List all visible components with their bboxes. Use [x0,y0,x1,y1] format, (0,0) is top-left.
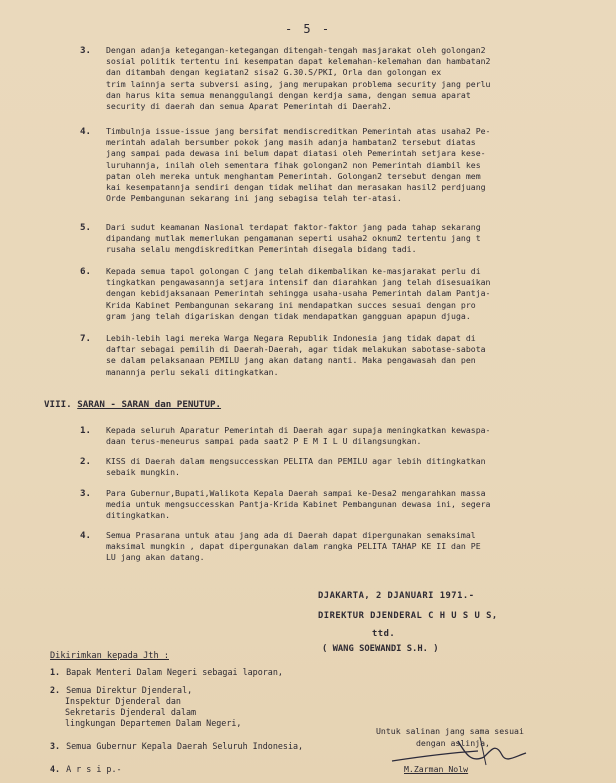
section-title: SARAN - SARAN dan PENUTUP. [77,399,222,410]
list-item [82,488,598,522]
section-heading [44,399,221,410]
list-item [82,222,598,256]
distribution-line: Bapak Menteri Dalam Negeri sebagai laporan, [66,667,283,677]
distribution-item [50,667,283,678]
item-text: Kepada seluruh Aparatur Pemerintah di Daerah agar supaja meningkatkan kewaspa- daan terus-meneurus sampai pada saat2 P E M I L U dilangsungkan. [106,425,491,447]
item-number: 7. [80,333,92,344]
item-number: 5. [80,222,92,233]
signed-mark: ttd. [372,629,396,639]
item-text: Dengan adanja ketegangan-ketegangan ditengah-tengah masjarakat oleh golongan2 sosial politik tertentu ini kesempatan dapat kelemahan-kelemahan dan hambatan2 dan ditambah dengan kegiatan2 sisa2 G.30.S/PKI, Orla dan golongan ex trim lainnja serta subversi asing, jang merupakan problema security jang perlu dan harus kita semua menanggulangi dengan kerdja sama, dengan semua aparat security di daerah dan semua Aparat Pemerintah di Daerah2. [106,45,491,112]
item-number: 6. [80,266,92,277]
distribution-number: 4. [50,764,61,774]
list-item [82,425,598,447]
list-item [82,126,598,204]
item-text: KISS di Daerah dalam mengsuccesskan PELITA dan PEMILU agar lebih ditingkatkan sebaik mungkin. [106,456,486,478]
distribution-item [50,764,122,775]
item-text: Kepada semua tapol golongan C jang telah dikembalikan ke-masjarakat perlu di tingkatkan pengawasannja setjara intensif dan diarahkan jang telah disesuaikan dengan kebidjaksanaan Pemerintah sehingga usaha-usaha Pemerintah dalam Pantja- Krida Kabinet Pembangunan sekarang ini mendapatkan succes sesuai dengan pro gram jang telah digariskan dengan tidak mendapatkan gangguan apapun djuga. [106,266,491,321]
copy-note-line: dengan aslinja, [416,738,490,748]
item-number: 4. [80,530,92,541]
list-item [82,530,598,564]
item-text: Semua Prasarana untuk atau jang ada di Daerah dapat dipergunakan semaksimal maksimal mungkin , dapat dipergunakan dalam rangka PELITA TAHAP KE II dan PE LU jang akan datang. [106,530,481,563]
distribution-item [50,741,303,752]
copy-note-line: Untuk salinan jang sama sesuai [376,726,524,736]
item-text: Dari sudut keamanan Nasional terdapat faktor-faktor jang pada tahap sekarang dipandang mutlak memerlukan pengamanan seperti usaha2 oknum2 tertentu jang t rusaha selalu mengdiskreditkan Pemerintah disegala bidang tadi. [106,222,481,255]
list-item [82,333,598,378]
section-number: VIII. [44,399,72,410]
item-number: 4. [80,126,92,137]
list-item [82,266,598,322]
item-text: Para Gubernur,Bupati,Walikota Kepala Daerah sampai ke-Desa2 mengarahkan massa media untuk mengsuccesskan Pantja-Krida Kabinet Pembangunan dewasa ini, segera ditingkatkan. [106,488,491,521]
signer-position: DIREKTUR DJENDERAL C H U S U S, [318,611,498,621]
distribution-label: Dikirimkan kepada Jth : [50,651,169,661]
item-number: 2. [80,456,92,467]
distribution-line: Sekretaris Djenderal dalam [65,707,197,717]
item-number: 3. [80,488,92,499]
distribution-line: A r s i p.- [66,764,122,774]
distribution-number: 3. [50,741,61,751]
signer-name: ( WANG SOEWANDI S.H. ) [322,644,439,654]
item-number: 3. [80,45,92,56]
page-number: - 5 - [284,22,332,36]
distribution-number: 1. [50,667,61,677]
distribution-line: Semua Direktur Djenderal, [66,685,193,695]
list-item [82,456,598,478]
item-text: Timbulnja issue-issue jang bersifat mendiscreditkan Pemerintah atas usaha2 Pe- merintah adalah bersumber pokok jang masih adanja hambatan2 tersebut diatas jang sampai pada dewasa ini belum dapat diatasi oleh Pemerintah setjara kese- luruhannja, inilah oleh sementara fihak golongan2 non Pemerintah diambil kes patan oleh mereka untuk menghantam Pemerintah. Golongan2 tersebut dengan mem kai kesempatannja sendiri dengan tidak melihat dan merasakan hasil2 perdjuang Orde Pembangunan sekarang ini jang sebagisa telah ter-atasi. [106,126,491,204]
list-item [82,45,598,112]
distribution-line: Semua Gubernur Kepala Daerah Seluruh Indonesia, [66,741,304,751]
item-text: Lebih-lebih lagi mereka Warga Negara Republik Indonesia jang tidak dapat di daftar sebagai pemilih di Daerah-Daerah, agar tidak melakukan sabotase-sabota se dalam pelaksanaan PEMILU jang akan datang nanti. Maka pengawasah dan pen manannja perlu sekali ditingkatkan. [106,333,486,377]
item-number: 1. [80,425,92,436]
place-date: DJAKARTA, 2 DJANUARI 1971.- [318,591,475,601]
distribution-number: 2. [50,685,61,695]
distribution-line: lingkungan Departemen Dalam Negeri, [65,718,242,728]
distribution-item [50,685,241,729]
copy-signer-name: M.Zarman Nolw [404,764,469,774]
distribution-line: Inspektur Djenderal dan [65,696,181,706]
